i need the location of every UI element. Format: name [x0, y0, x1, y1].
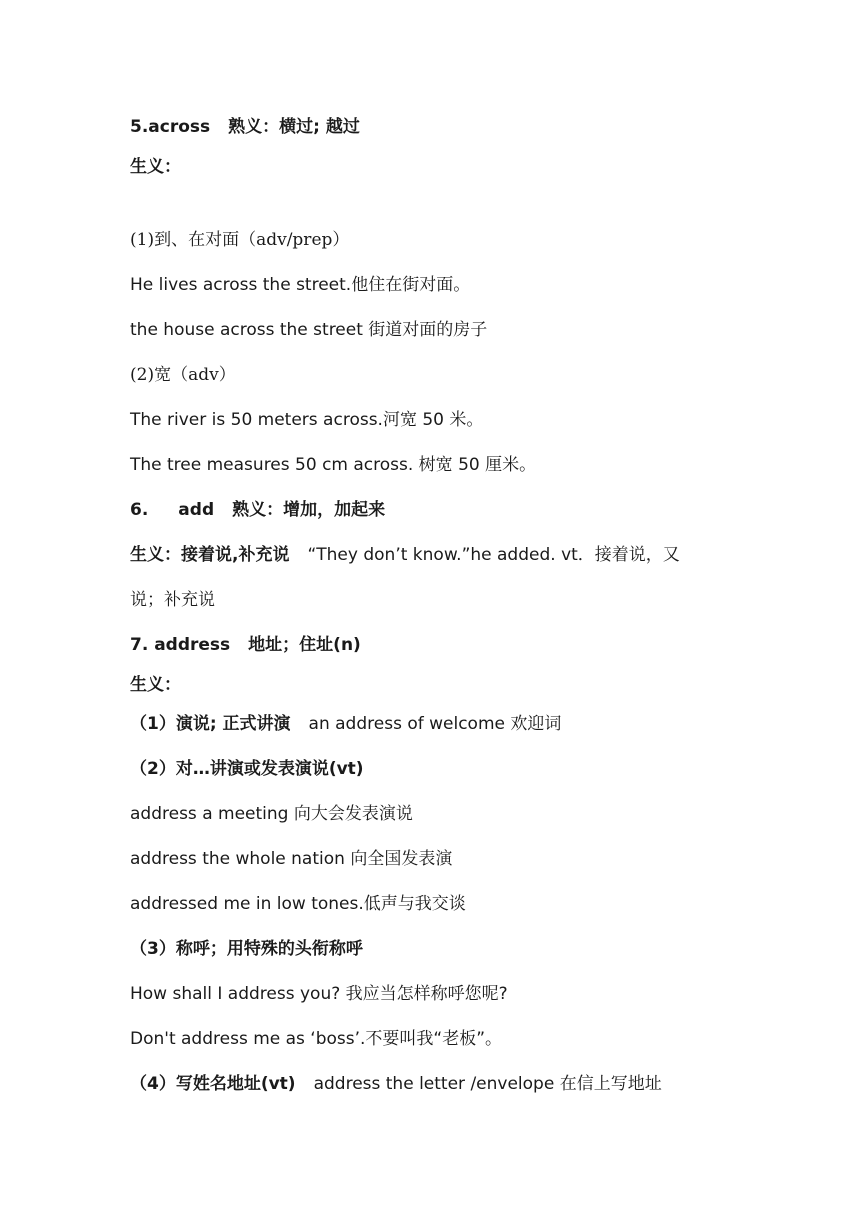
entry-7-new-meaning-label: 生义：: [130, 675, 181, 695]
entry-6-new-meaning: [130, 544, 680, 566]
entry-7-sense-4: [130, 1073, 662, 1095]
entry-7-common-meaning: 地址；住址(n): [248, 635, 361, 655]
entry-5-example-3: The river is 50 meters across.河宽 50 米。: [130, 410, 484, 430]
entry-7-sense-3-example-1: How shall I address you? 我应当怎样称呼您呢?: [130, 984, 508, 1004]
entry-5-heading: [130, 116, 360, 138]
entry-6-number: 6.: [130, 500, 149, 520]
entry-5-new-meaning-label: 生义：: [130, 157, 181, 177]
entry-5-example-2: the house across the street 街道对面的房子: [130, 320, 488, 340]
entry-5-example-1: He lives across the street.他住在街对面。: [130, 275, 471, 295]
entry-7-sense-1-example: an address of welcome 欢迎词: [308, 714, 562, 734]
entry-7-sense-2-example-3: addressed me in low tones.低声与我交谈: [130, 894, 466, 914]
entry-7-term: 7. address: [130, 635, 231, 655]
entry-5-example-4: The tree measures 50 cm across. 树宽 50 厘米。: [130, 455, 537, 475]
entry-6-new-meaning-continued: 说；补充说: [130, 590, 215, 610]
entry-5-term: 5.across: [130, 117, 211, 137]
entry-5-sense-1: (1)到、在对面（adv/prep）: [130, 230, 350, 250]
entry-7-sense-3-label: （3）称呼；用特殊的头衔称呼: [130, 939, 363, 959]
entry-5-sense-2: (2)宽（adv）: [130, 365, 236, 385]
entry-6-term: add: [178, 500, 215, 520]
entry-7-sense-2-example-2: address the whole nation 向全国发表演: [130, 849, 453, 869]
entry-7-sense-4-label: （4）写姓名地址(vt): [130, 1074, 296, 1094]
entry-7-sense-1: [130, 713, 561, 735]
entry-6-heading: [130, 499, 385, 521]
entry-6-new-meaning-label: 生义：接着说,补充说: [130, 545, 290, 565]
entry-7-heading: [130, 634, 361, 656]
entry-7-sense-2-example-1: address a meeting 向大会发表演说: [130, 804, 413, 824]
entry-6-common-meaning: 熟义：增加，加起来: [232, 500, 386, 520]
entry-7-sense-1-label: （1）演说; 正式讲演: [130, 714, 291, 734]
entry-7-sense-3-example-2: Don't address me as ‘boss’.不要叫我“老板”。: [130, 1029, 503, 1049]
entry-6-example: “They don’t know.”he added. vt．接着说，又: [307, 545, 680, 565]
entry-7-sense-4-example: address the letter /envelope 在信上写地址: [313, 1074, 662, 1094]
entry-5-common-meaning: 熟义：横过; 越过: [228, 117, 360, 137]
entry-7-sense-2-label: （2）对…讲演或发表演说(vt): [130, 759, 364, 779]
